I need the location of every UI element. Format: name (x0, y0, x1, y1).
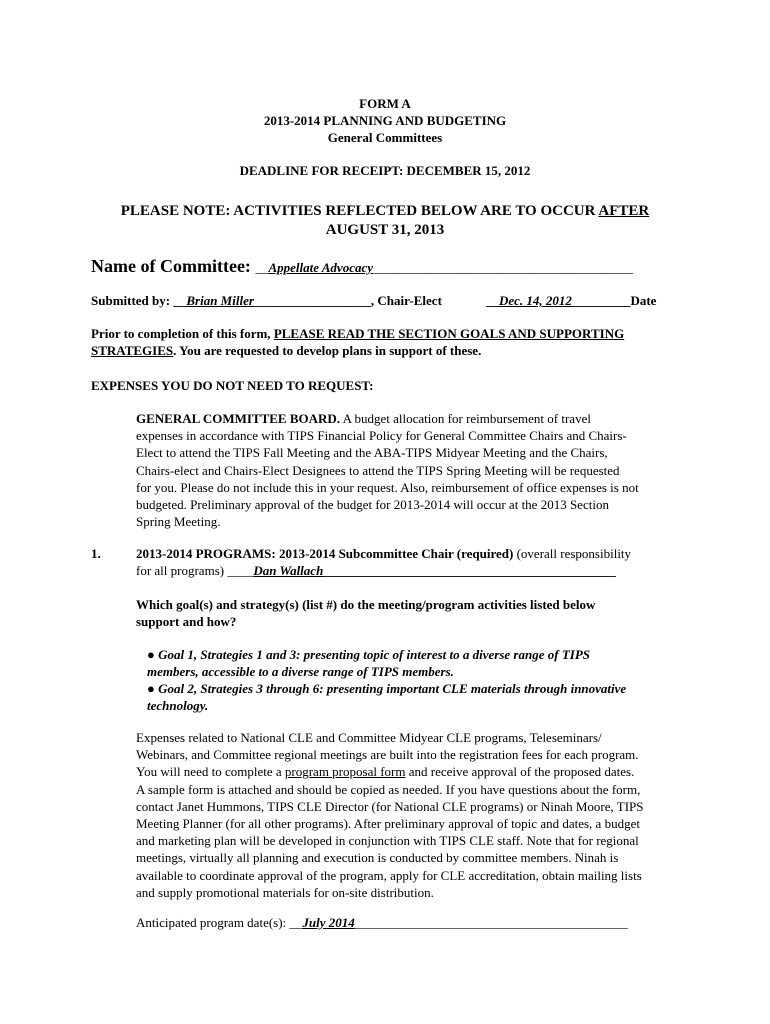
submitted-date-row (486, 292, 656, 309)
item1-chair-post: _____________________________________________ (323, 563, 616, 578)
board-line-7: Spring Meeting. (136, 514, 221, 530)
bullet-icon: ● (147, 647, 155, 662)
board-line-1: A budget allocation for reimbursement of travel (340, 411, 591, 426)
para-line-10: and supply promotional materials for on-site distribution. (136, 884, 434, 900)
bullet-1-line1 (147, 646, 590, 663)
submitted-name-field: Brian Miller (186, 293, 254, 308)
prior-suffix: . You are requested to develop plans in support of these. (173, 343, 482, 358)
date-pre: __ (486, 293, 499, 308)
program-expenses-paragraph (136, 729, 696, 901)
board-paragraph (136, 410, 696, 530)
committee-name-field: Appellate Advocacy (268, 260, 374, 275)
item1-chair-field: Dan Wallach (253, 563, 324, 578)
para-line-1: Expenses related to National CLE and Committee Midyear CLE programs, Teleseminars/ (136, 730, 602, 745)
board-line-5: for you. Please do not include this in your request. Also, reimbursement of office expenses is not (136, 479, 639, 495)
item1-number: 1. (91, 546, 101, 561)
prior-prefix: Prior to completion of this form, (91, 326, 274, 341)
committee-post: ________________________________________ (373, 260, 634, 275)
item1-chair-prefix: for all programs) ____ (136, 563, 254, 578)
para-line-2: Webinars, and Committee regional meetings are built into the registration fees for each program. (136, 747, 639, 763)
anticipated-label: Anticipated program date(s): __ (136, 915, 303, 930)
board-line-3: Elect to attend the TIPS Fall Meeting and the ABA-TIPS Midyear Meeting and the Chairs, (136, 445, 608, 461)
submitted-row (91, 292, 442, 309)
bullet-1-text: Goal 1, Strategies 1 and 3: presenting topic of interest to a diverse range of TIPS (158, 647, 590, 662)
date-label: Date (630, 293, 657, 308)
para-line-3-post: and receive approval of the proposed dates. (405, 764, 635, 780)
board-line-4: Chairs-elect and Chairs-Elect Designees to attend the TIPS Spring Meeting will be requested (136, 462, 620, 478)
section-goals-link-part1: PLEASE READ THE SECTION GOALS AND SUPPORTING (273, 326, 625, 341)
please-note-line2: AUGUST 31, 2013 (325, 222, 445, 238)
para-line-3-pre: You will need to complete a (136, 764, 285, 780)
board-line-6: budgeted. Preliminary approval of the budget for 2013-2014 will occur at the 2013 Section (136, 497, 609, 513)
item1-chair-row (136, 562, 616, 579)
committee-label: Name of Committee: (91, 256, 256, 276)
form-label: FORM A (359, 96, 411, 111)
date-post: _________ (571, 293, 631, 308)
para-line-9: available to coordinate approval of the program, apply for CLE accreditation, obtain mailing lists (136, 867, 642, 883)
please-note-line1 (0, 201, 770, 221)
form-subtitle: General Committees (327, 130, 443, 145)
bullet-2-text: Goal 2, Strategies 3 through 6: presenting important CLE materials through innovative (158, 681, 627, 696)
submitted-role: , Chair-Elect (370, 293, 442, 308)
committee-row (91, 256, 633, 277)
bullet-2-line2: technology. (147, 698, 209, 713)
para-line-4: A sample form is attached and should be copied as needed. If you have questions about the form, (136, 781, 641, 797)
para-line-8: meetings, virtually all planning and execution is conducted by committee members. Ninah is (136, 850, 619, 866)
item1-heading: 2013-2014 PROGRAMS: 2013-2014 Subcommittee Chair (required) (136, 546, 514, 561)
para-line-6: Meeting Planner (for all other programs). After preliminary approval of topic and dates, a budget (136, 816, 640, 832)
expenses-heading: EXPENSES YOU DO NOT NEED TO REQUEST: (91, 378, 374, 393)
submitted-after-name: __________________ (253, 293, 371, 308)
item1-question-line1: Which goal(s) and strategy(s) (list #) do the meeting/program activities listed below (136, 597, 596, 612)
item1-heading-row (136, 545, 631, 562)
anticipated-row (136, 914, 628, 931)
anticipated-date-field: July 2014 (302, 915, 355, 930)
bullet-1-line2: members, accessible to a diverse range of TIPS members. (147, 664, 454, 679)
board-line-2: expenses in accordance with TIPS Financial Policy for General Committee Chairs and Chairs- (136, 428, 627, 444)
program-proposal-form-link[interactable]: program proposal form (284, 764, 406, 780)
item1-question-line2: support and how? (136, 614, 237, 629)
please-note-text: PLEASE NOTE: ACTIVITIES REFLECTED BELOW ARE TO OCCUR (120, 203, 599, 219)
please-note-emphasis: AFTER (598, 203, 650, 219)
board-title: GENERAL COMMITTEE BOARD. (136, 411, 341, 426)
form-title: 2013-2014 PLANNING AND BUDGETING (263, 113, 507, 128)
bullet-2-line1 (147, 680, 626, 697)
submitted-date-field: Dec. 14, 2012 (499, 293, 572, 308)
deadline: DEADLINE FOR RECEIPT: DECEMBER 15, 2012 (239, 163, 531, 178)
para-line-5: contact Janet Hummons, TIPS CLE Director (for National CLE programs) or Ninah Moore, TIPS (136, 798, 644, 814)
prior-line2 (91, 342, 481, 359)
submitted-label: Submitted by: __ (91, 293, 187, 308)
section-goals-link-part2: STRATEGIES (91, 343, 174, 358)
anticipated-post: __________________________________________ (354, 915, 628, 930)
committee-pre: __ (255, 260, 269, 275)
para-line-7: and marketing plan will be developed in conjunction with TIPS CLE staff. Note that for regional (136, 833, 639, 849)
item1-heading-rest: (overall responsibility (513, 546, 632, 561)
bullet-icon: ● (147, 681, 155, 696)
prior-line1 (91, 325, 624, 342)
